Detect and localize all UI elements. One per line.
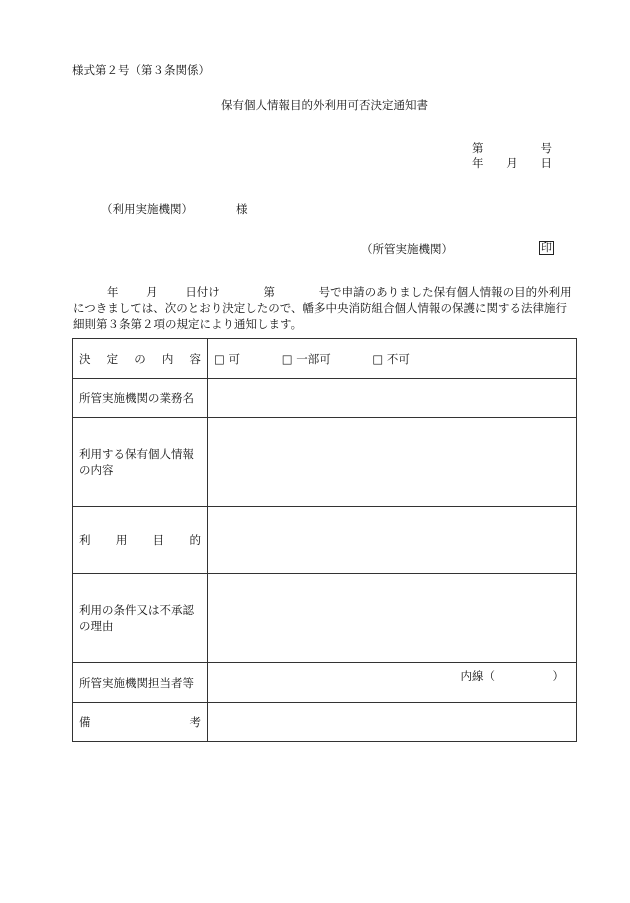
body-line-1 [73,284,583,300]
recipient-honorific: 様 [236,202,248,216]
form-number: 様式第２号（第３条関係） [72,63,210,77]
date-day: 日 [540,156,552,170]
table-row-business-name [73,379,577,418]
row-label: 所管実施機関の業務名 [73,379,208,418]
label-char: 目 [152,533,165,547]
table-row-purpose [73,507,577,574]
business-name-field[interactable] [208,379,577,418]
body-paragraph [73,284,583,332]
option-partial-checkbox[interactable]: □ 一部可 [281,351,331,366]
label-char: 的 [189,533,201,547]
label-char: 容 [189,351,201,366]
date-year: 年 [472,156,484,170]
issue-date [472,155,552,171]
label-char: 内 [161,351,174,366]
label-char: 決 [79,351,91,366]
decision-table [72,338,577,742]
info-content-field[interactable] [208,418,577,507]
table-row-contact [73,663,577,703]
row-label [73,703,208,742]
recipient-label: （利用実施機関） [101,202,193,216]
label-char: 用 [115,533,128,547]
body-line1-text: 号で申請のありました保有個人情報の目的外利用 [318,285,572,299]
label-char: 考 [189,715,201,729]
date-month: 月 [506,156,518,170]
table-row-remarks [73,703,577,742]
row-label [73,339,208,379]
contact-field[interactable] [208,663,577,703]
option-reject-checkbox[interactable]: □ 不可 [372,351,410,366]
label-char: の [134,351,146,366]
row-label [73,507,208,574]
conditions-field[interactable] [208,574,577,663]
row-label: 利用する保有個人情報の内容 [73,418,208,507]
body-year: 年 [107,285,119,299]
table-row-info-content [73,418,577,507]
label-char: 利 [79,533,91,547]
body-line-2: につきましては、次のとおり決定したので、幡多中央消防組合個人情報の保護に関する法律施行 [73,301,568,315]
remarks-field[interactable] [208,703,577,742]
row-label: 所管実施機関担当者等 [73,663,208,703]
doc-number-suffix: 号 [540,141,552,155]
sender-label: （所管実施機関） [361,242,453,256]
label-char: 備 [79,715,91,729]
table-row-decision [73,339,577,379]
table-row-conditions [73,574,577,663]
seal-icon: 印 [541,241,552,254]
document-title: 保有個人情報目的外利用可否決定通知書 [221,98,428,112]
body-day: 日付け [185,285,220,299]
purpose-field[interactable] [208,507,577,574]
body-number-prefix: 第 [263,285,275,299]
option-approve-checkbox[interactable]: □ 可 [214,351,241,366]
extension-label: 内線（ ） [460,669,564,683]
body-month: 月 [146,285,158,299]
label-char: 定 [106,351,119,366]
body-line-3: 細則第３条第２項の規定により通知します。 [73,317,303,331]
seal-mark [539,240,554,255]
row-label: 利用の条件又は不承認の理由 [73,574,208,663]
doc-number-prefix: 第 [472,141,484,155]
document-number [472,140,552,156]
decision-options [208,339,577,379]
